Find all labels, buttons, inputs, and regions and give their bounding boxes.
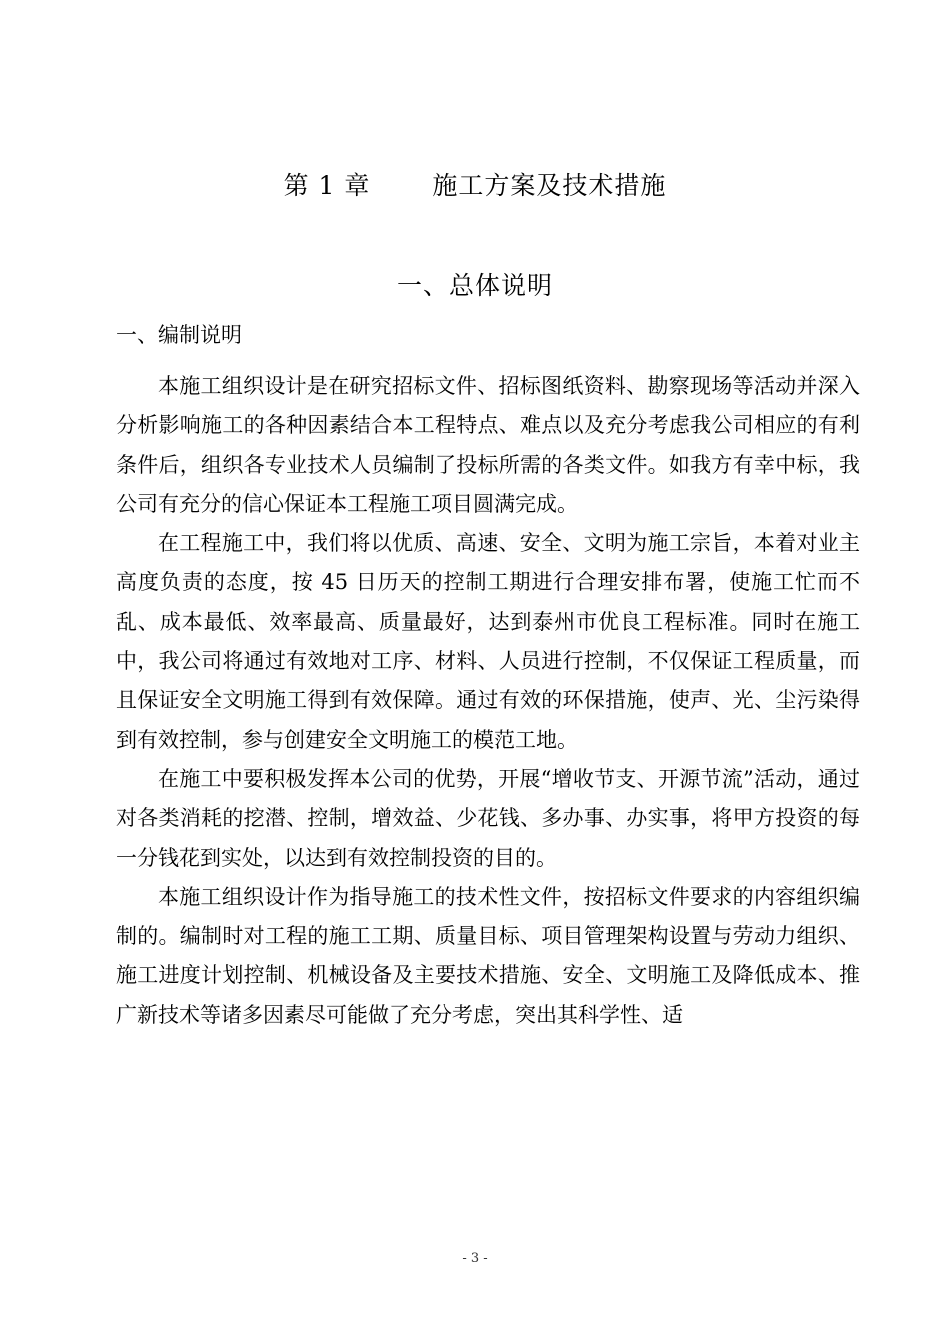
section-title: 一、总体说明 (396, 271, 553, 300)
paragraph: 本施工组织设计作为指导施工的技术性文件，按招标文件要求的内容组织编制的。编制时对工程的施工工期、质量目标、项目管理架构设置与劳动力组织、施工进度计划控制、机械设备及主要技术措施、安全、文明施工及降低成本、推广新技术等诸多因素尽可能做了充分考虑，突出其科学性、适 (116, 884, 860, 1027)
subheading: 一、编制说明 (116, 323, 242, 347)
chapter-title (0, 166, 950, 202)
body-text (116, 367, 860, 1035)
page-number: - 3 - (462, 1251, 488, 1266)
paragraph: 在工程施工中，我们将以优质、高速、安全、文明为施工宗旨，本着对业主高度负责的态度，按 45 日历天的控制工期进行合理安排布署，使施工忙而不乱、成本最低、效率最高、质量最好，达到泰州市优良工程标准。同时在施工中，我公司将通过有效地对工序、材料、人员进行控制，不仅保证工程质量，而且保证安全文明施工得到有效保障。通过有效的环保措施，使声、光、尘污染得到有效控制，参与创建安全文明施工的模范工地。 (116, 531, 860, 752)
chapter-title-text: 施工方案及技术措施 (432, 171, 667, 200)
paragraph: 本施工组织设计是在研究招标文件、招标图纸资料、勘察现场等活动并深入分析影响施工的各种因素结合本工程特点、难点以及充分考虑我公司相应的有利条件后，组织各专业技术人员编制了投标所需的各类文件。如我方有幸中标，我公司有充分的信心保证本工程施工项目圆满完成。 (116, 374, 860, 516)
chapter-number: 第 1 章 (283, 171, 371, 200)
paragraph: 在施工中要积极发挥本公司的优势，开展“增收节支、开源节流”活动，通过对各类消耗的挖潜、控制，增效益、少花钱、多办事、办实事，将甲方投资的每一分钱花到实处，以达到有效控制投资的目的。 (116, 766, 860, 870)
